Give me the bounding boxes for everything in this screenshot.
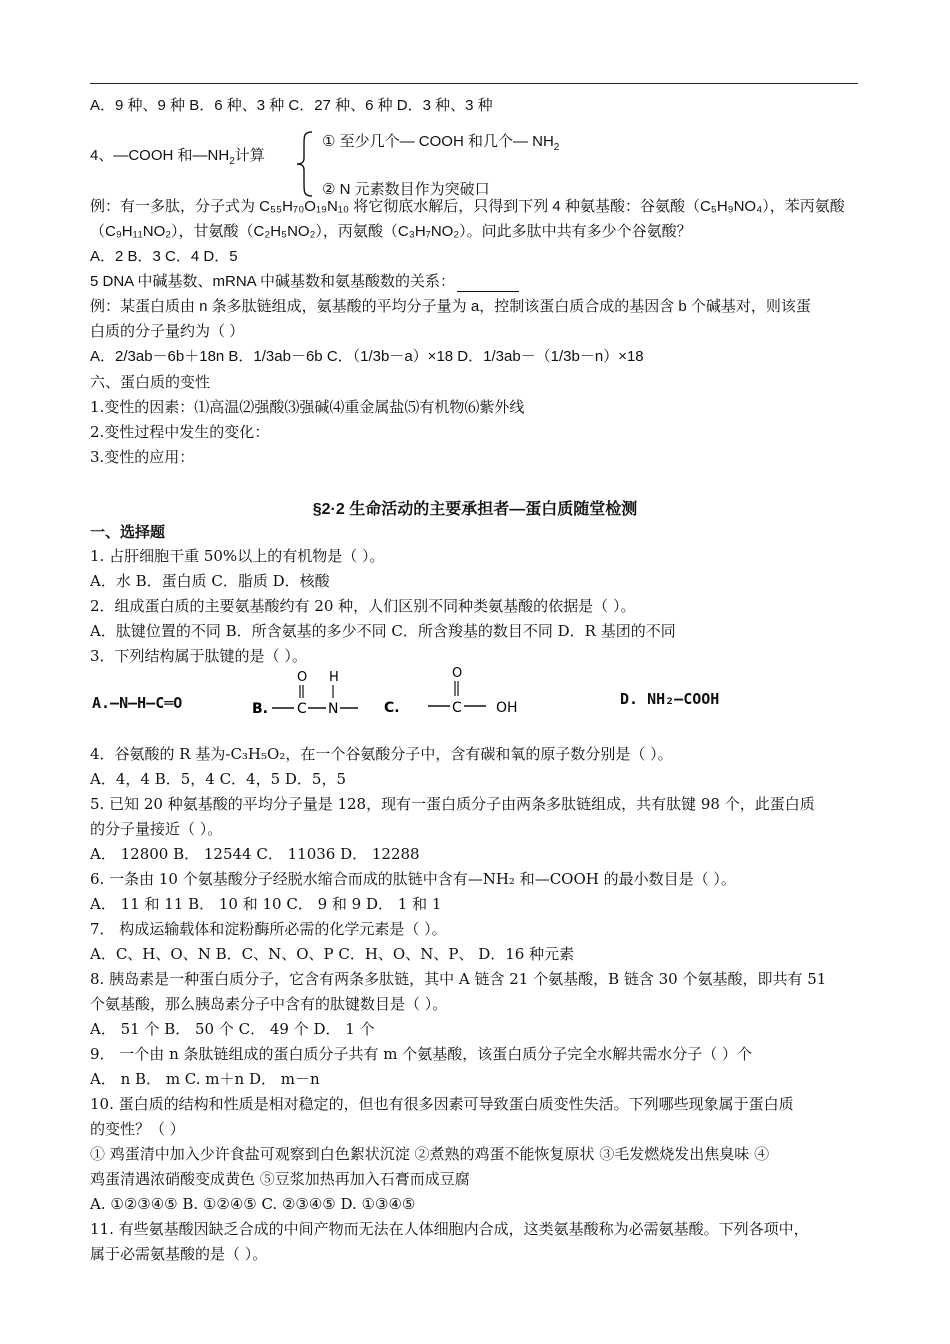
question-8: 8. 胰岛素是一种蛋白质分子，它含有两条多肽链，其中 A 链含 21 个氨基酸，B 链含 30 个氨基酸，即共有 51 xyxy=(90,970,827,988)
section-6-heading: 六、蛋白质的变性 xyxy=(90,373,211,391)
question-8-cont: 个氨基酸，那么胰岛素分子中含有的肽键数目是（ ）。 xyxy=(90,995,448,1013)
example-1-options: A．2 B．3 C．4 D．5 xyxy=(90,248,238,265)
brace-item-1: ① 至少几个— COOH 和几个— $NH_2$ xyxy=(322,133,560,153)
question-4: 4．谷氨酸的 R 基为-C₃H₅O₂，在一个谷氨酸分子中，含有碳和氧的原子数分别是（ ）。 xyxy=(90,745,673,763)
question-10-statements-2: 鸡蛋清遇浓硝酸变成黄色 ⑤豆浆加热再加入石膏而成豆腐 xyxy=(90,1170,470,1188)
structure-option-c xyxy=(382,664,532,720)
question-10-options: A. ①②③④⑤ B. ①②④⑤ C. ②③④⑤ D. ①③④⑤ xyxy=(90,1195,416,1213)
question-5-options: A． 12800 B． 12544 C． 11036 D． 12288 xyxy=(90,845,420,863)
question-6: 6. 一条由 10 个氨基酸分子经脱水缩合而成的肽链中含有—NH₂ 和—COOH 的最小数目是（ ）。 xyxy=(90,870,736,888)
example-2-options: A．2/3ab－6b＋18n B．1/3ab－6b C．（1/3b－a）×18 D．1/3ab－（1/3b－n）×18 xyxy=(90,348,644,365)
question-10-cont: 的变性？（ ） xyxy=(90,1120,185,1138)
structure-option-b xyxy=(246,668,366,720)
question-3: 3．下列结构属于肽键的是（ ）。 xyxy=(90,647,307,665)
question-11: 11. 有些氨基酸因缺乏合成的中间产物而无法在人体细胞内合成，这类氨基酸称为必需氨基酸。下列各项中， xyxy=(90,1220,809,1238)
section-heading-choice: 一、选择题 xyxy=(90,524,166,541)
oxygen-atom: O xyxy=(297,670,308,685)
section-5-heading: 5 DNA 中碱基数、mRNA 中碱基数和氨基酸数的关系： xyxy=(90,272,865,292)
section-4-heading: 4、—COOH 和$—NH_2$计算 xyxy=(90,147,265,167)
question-6-options: A． 11 和 11 B． 10 和 10 C． 9 和 9 D． 1 和 1 xyxy=(90,895,442,913)
header-rule xyxy=(90,83,858,84)
example-1-line-1: 例：有一多肽，分子式为 C₅₅H₇₀O₁₉N₁₀ 将它彻底水解后，只得到下列 4 种氨基酸：谷氨酸（C₅H₉NO₄），苯丙氨酸 xyxy=(90,198,845,215)
structure-option-a: A.—N—H—C═O xyxy=(92,694,183,712)
answer-blank xyxy=(457,276,519,292)
section-6-item-2: 2.变性过程中发生的变化： xyxy=(90,423,270,441)
question-10-statements-1: ① 鸡蛋清中加入少许食盐可观察到白色絮状沉淀 ②煮熟的鸡蛋不能恢复原状 ③毛发燃烧发出焦臭味 ④ xyxy=(90,1145,770,1163)
oxygen-atom: O xyxy=(452,666,463,681)
question-5-cont: 的分子量接近（ ）。 xyxy=(90,820,223,838)
option-b-label: B. xyxy=(252,701,268,717)
question-8-options: A． 51 个 B． 50 个 C． 49 个 D． 1 个 xyxy=(90,1020,375,1038)
question-9: 9． 一个由 n 条肽链组成的蛋白质分子共有 m 个氨基酸，该蛋白质分子完全水解共需水分子（ ）个 xyxy=(90,1045,753,1063)
question-4-options: A．4，4 B．5，4 C．4，5 D．5，5 xyxy=(90,770,347,788)
section-6-item-1: 1.变性的因素：⑴高温⑵强酸⑶强碱⑷重金属盐⑸有机物⑹紫外线 xyxy=(90,398,525,416)
example-2-line-2: 白质的分子量约为（ ） xyxy=(90,323,245,340)
option-c-label: C. xyxy=(384,700,400,716)
brace-icon xyxy=(294,130,316,198)
question-9-options: A． n B． m C. m＋n D． m－n xyxy=(90,1070,320,1088)
hydrogen-atom: H xyxy=(329,670,339,685)
hydroxyl-group: OH xyxy=(496,700,518,716)
question-2-options: A．肽键位置的不同 B．所含氨基的多少不同 C．所含羧基的数目不同 D．R 基团的不同 xyxy=(90,622,676,640)
brace-item-2: ② N 元素数目作为突破口 xyxy=(322,181,490,198)
question-10: 10. 蛋白质的结构和性质是相对稳定的，但也有很多因素可导致蛋白质变性失活。下列哪些现象属于蛋白质 xyxy=(90,1095,794,1113)
example-2-line-1: 例：某蛋白质由 n 条多肽链组成，氨基酸的平均分子量为 a，控制该蛋白质合成的基因含 b 个碱基对，则该蛋 xyxy=(90,298,811,315)
question-2: 2．组成蛋白质的主要氨基酸约有 20 种，人们区别不同种类氨基酸的依据是（ ）。 xyxy=(90,597,636,615)
carbon-atom: C xyxy=(297,701,307,717)
question-1-options: A．水 B．蛋白质 C．脂质 D．核酸 xyxy=(90,572,330,590)
carbon-atom: C xyxy=(452,700,462,716)
question-7-options: A．C、H、O、N B．C、N、O、P C．H、O、N、P、 D．16 种元素 xyxy=(90,945,575,963)
question-5: 5. 已知 20 种氨基酸的平均分子量是 128，现有一蛋白质分子由两条多肽链组成，共有肽键 98 个，此蛋白质 xyxy=(90,795,815,813)
section-6-item-3: 3.变性的应用： xyxy=(90,448,195,466)
example-1-line-2: （C₉H₁₁NO₂），甘氨酸（C₂H₅NO₂），丙氨酸（C₃H₇NO₂）。问此多肽中共有多少个谷氨酸？ xyxy=(90,223,692,240)
answer-options-prev: A．9 种、9 种 B．6 种、3 种 C．27 种、6 种 D．3 种、3 种 xyxy=(90,97,493,114)
question-1: 1. 占肝细胞干重 50%以上的有机物是（ ）。 xyxy=(90,547,385,565)
structure-option-d: D. NH₂—COOH xyxy=(620,690,720,708)
question-11-cont: 属于必需氨基酸的是（ ）。 xyxy=(90,1245,268,1263)
quiz-title: §2·2 生命活动的主要承担者—蛋白质随堂检测 xyxy=(312,501,638,518)
nitrogen-atom: N xyxy=(328,701,339,717)
question-7: 7． 构成运输载体和淀粉酶所必需的化学元素是（ ）。 xyxy=(90,920,447,938)
